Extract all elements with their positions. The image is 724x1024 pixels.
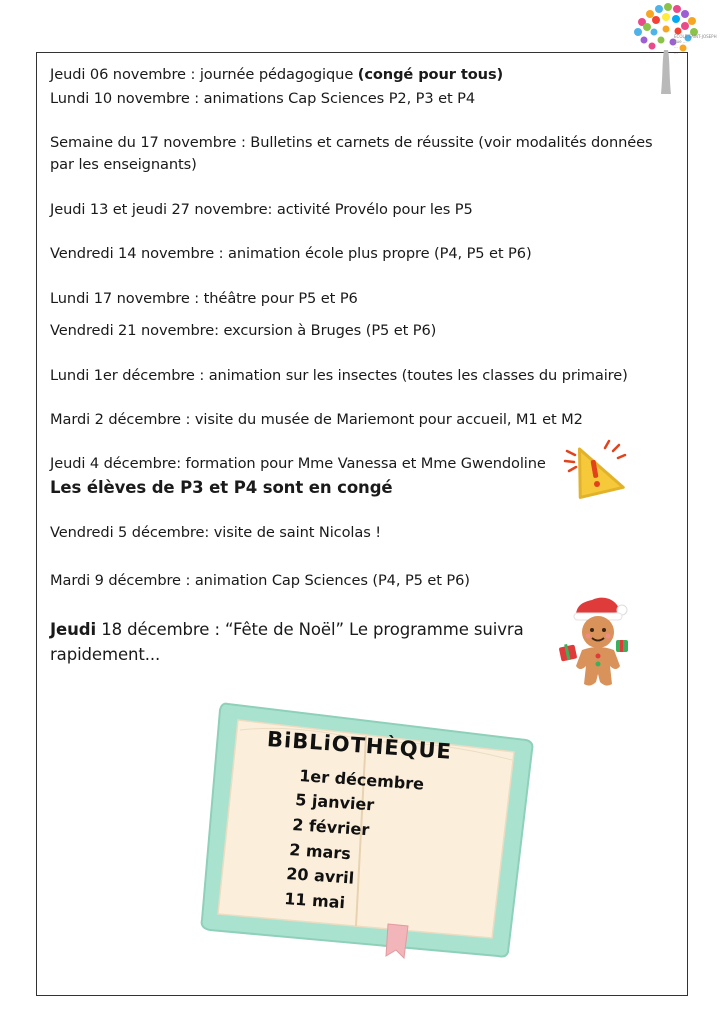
event-line: Jeudi 4 décembre: formation pour Mme Vanessa et Mme Gwendoline: [50, 455, 546, 472]
event-line: rapidement...: [50, 645, 161, 664]
library-date: 2 mars: [288, 840, 352, 864]
library-date: 1er décembre: [298, 766, 425, 794]
event-line: Vendredi 5 décembre: visite de saint Nicolas !: [50, 524, 382, 541]
warning-icon: [563, 433, 629, 503]
library-date: 5 janvier: [294, 790, 375, 815]
event-line-highlight: Les élèves de P3 et P4 sont en congé: [50, 478, 393, 497]
event-line: Mardi 9 décembre : animation Cap Sciences (P4, P5 et P6): [50, 572, 470, 589]
library-date: 20 avril: [285, 864, 355, 888]
event-line: Jeudi 18 décembre : “Fête de Noël” Le programme suivra: [50, 620, 524, 639]
event-line: Mardi 2 décembre : visite du musée de Mariemont pour accueil, M1 et M2: [50, 411, 583, 428]
event-line: Lundi 17 novembre : théâtre pour P5 et P6: [50, 290, 358, 307]
gingerbread-icon: [554, 590, 630, 690]
event-line: Jeudi 06 novembre : journée pédagogique (congé pour tous): [50, 66, 504, 83]
library-date: 11 mai: [283, 889, 346, 913]
school-address: ÉCOLE SAINT-JOSEPH Rue ... ... ...: [674, 34, 717, 55]
event-line: Jeudi 13 et jeudi 27 novembre: activité Provélo pour les P5: [50, 201, 473, 218]
library-title: BiBLiOTHÈQUE: [266, 727, 453, 764]
event-line: par les enseignants): [50, 156, 197, 173]
library-date: 2 février: [291, 815, 370, 840]
event-line: Semaine du 17 novembre : Bulletins et carnets de réussite (voir modalités données: [50, 134, 653, 151]
event-line: Vendredi 21 novembre: excursion à Bruges (P5 et P6): [50, 322, 437, 339]
event-line: Vendredi 14 novembre : animation école plus propre (P4, P5 et P6): [50, 245, 532, 262]
event-line: Lundi 10 novembre : animations Cap Sciences P2, P3 et P4: [50, 90, 476, 107]
event-line: Lundi 1er décembre : animation sur les insectes (toutes les classes du primaire): [50, 367, 628, 384]
